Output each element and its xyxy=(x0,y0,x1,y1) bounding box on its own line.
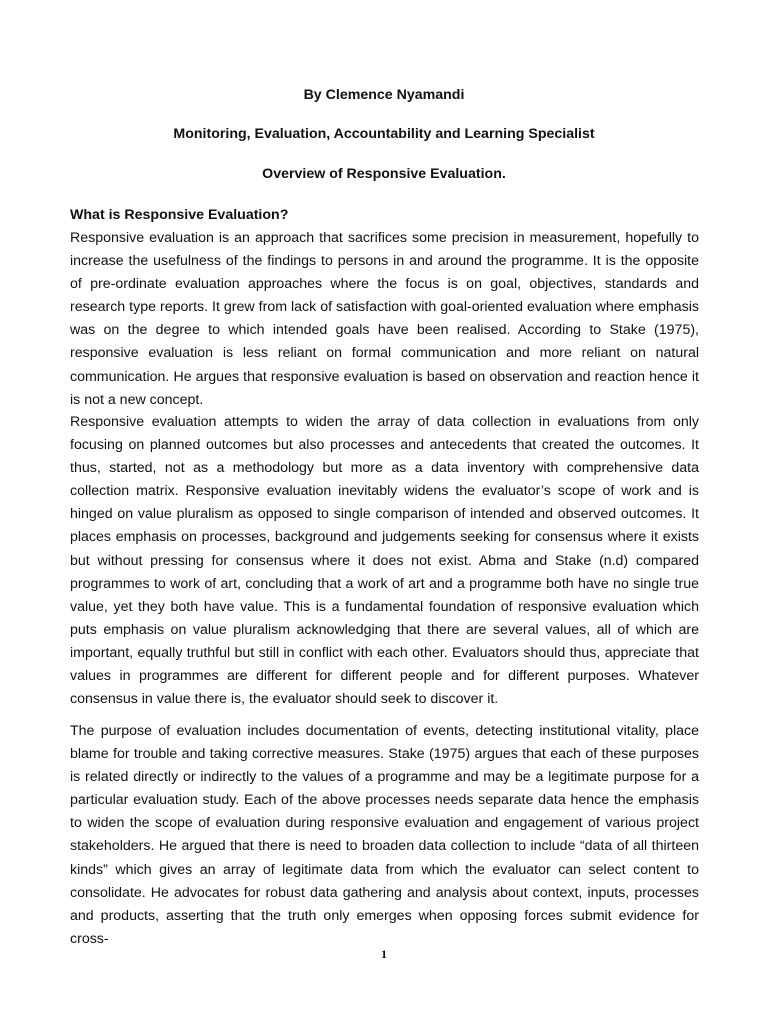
paragraph-2 xyxy=(70,411,699,711)
paragraph-3 xyxy=(70,720,699,951)
paragraph-text: Responsive evaluation attempts to widen the array of data collection in evaluations from only focusing on planned outcomes but also processes and antecedents that created the outcomes. It thus, started, not as a methodology but more as a data inventory with comprehensive data collection matrix. Responsive evaluation inevitably widens the evaluator’s scope of work and is hinged on value pluralism as opposed to single comparison of intended and observed outcomes. It places emphasis on processes, background and judgements seeking for consensus where it exists but without pressing for consensus where it does not exist. Abma and Stake (n.d) compared programmes to work of art, concluding that a work of art and a programme both have no single true value, yet they both have value. This is a fundamental foundation of responsive evaluation which puts emphasis on value pluralism acknowledging that there are several values, all of which are important, equally truthful but still in conflict with each other. Evaluators should thus, appreciate that values in programmes are different for different people and for different purposes. Whatever consensus in value there is, the evaluator should seek to discover it. xyxy=(70,414,699,708)
document-title: Overview of Responsive Evaluation. xyxy=(262,166,506,182)
paragraph-text: Responsive evaluation is an approach that sacrifices some precision in measurement, hopefully to increase the usefulness of the findings to persons in and around the programme. It is the opposite of pre-ordinate evaluation approaches where the focus is on goal, objectives, standards and research type reports. It grew from lack of satisfaction with goal-oriented evaluation where emphasis was on the degree to which intended goals have been realised. According to Stake (1975), responsive evaluation is less reliant on formal communication and more reliant on natural communication. He argues that responsive evaluation is based on observation and reaction hence it is not a new concept. xyxy=(70,230,699,408)
page-number: 1 xyxy=(381,947,387,961)
author-line: By Clemence Nyamandi xyxy=(303,87,465,103)
paragraph-text: The purpose of evaluation includes documentation of events, detecting institutional vitality, place blame for trouble and taking corrective measures. Stake (1975) argues that each of these purposes is related directly or indirectly to the values of a programme and may be a legitimate purpose for a particular evaluation study. Each of the above processes needs separate data hence the emphasis to widen the scope of evaluation during responsive evaluation and engagement of various project stakeholders. He argued that there is need to broaden data collection to include “data of all thirteen kinds” which gives an array of legitimate data from which the evaluator can select content to consolidate. He advocates for robust data gathering and analysis about context, inputs, processes and products, asserting that the truth only emerges when opposing forces submit evidence for cross- xyxy=(70,723,699,947)
author-role: Monitoring, Evaluation, Accountability and Learning Specialist xyxy=(173,126,595,142)
paragraph-1 xyxy=(70,227,699,412)
section-heading: What is Responsive Evaluation? xyxy=(70,207,289,223)
